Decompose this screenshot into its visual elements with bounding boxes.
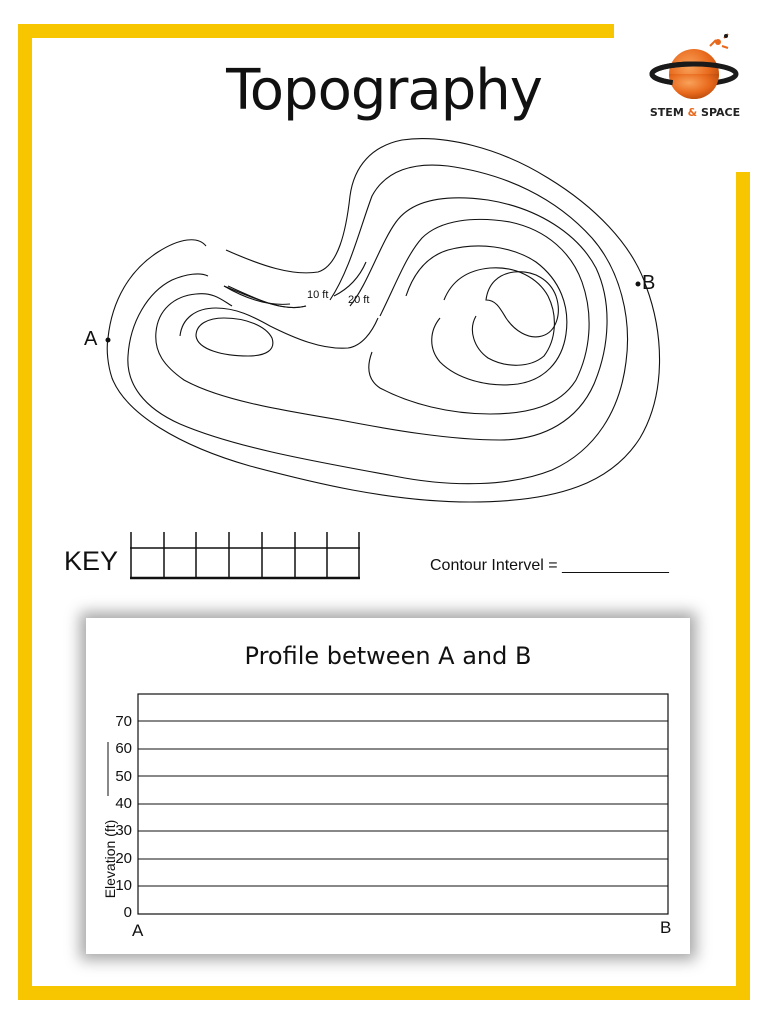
profile-point-a: A <box>132 921 144 940</box>
key-grid[interactable] <box>128 532 362 580</box>
frame-bottom-bar <box>18 986 750 1000</box>
y-tick-10: 10 <box>115 877 132 894</box>
point-b-label: B <box>642 272 656 294</box>
contour-line <box>486 272 558 337</box>
point-b-marker <box>636 282 641 287</box>
contour-line <box>107 139 659 502</box>
y-tick-40: 40 <box>115 795 132 812</box>
profile-card <box>86 618 690 954</box>
logo-ampersand: & <box>687 106 698 119</box>
profile-graph-grid[interactable] <box>86 618 690 954</box>
y-tick-30: 30 <box>115 822 132 839</box>
profile-title: Profile between A and B <box>244 642 532 670</box>
profile-point-b: B <box>660 918 672 937</box>
key-label: KEY <box>64 546 119 576</box>
point-a-marker <box>106 338 111 343</box>
point-a-label: A <box>84 328 98 350</box>
y-tick-50: 50 <box>115 768 132 785</box>
y-axis-label: Elevation (ft) <box>102 819 118 899</box>
contour-line <box>180 219 589 414</box>
y-tick-60: 60 <box>115 740 132 757</box>
y-tick-70: 70 <box>115 713 132 730</box>
y-tick-0: 0 <box>123 904 132 921</box>
contour-line <box>128 165 628 484</box>
logo-word-space: SPACE <box>701 106 741 119</box>
contour-line <box>334 262 366 296</box>
y-tick-20: 20 <box>115 850 132 867</box>
contour-line <box>444 268 554 365</box>
contour-line <box>156 198 607 440</box>
contour-line <box>406 246 567 385</box>
page-title: Topography <box>226 58 542 123</box>
contour-interval-field[interactable]: Contour Intervel = ____________ <box>430 557 669 574</box>
contour-label-20ft: 20 ft <box>348 294 370 306</box>
logo-word-stem: STEM <box>649 106 684 119</box>
contour-line <box>196 318 273 356</box>
contour-label-10ft: 10 ft <box>307 289 329 301</box>
